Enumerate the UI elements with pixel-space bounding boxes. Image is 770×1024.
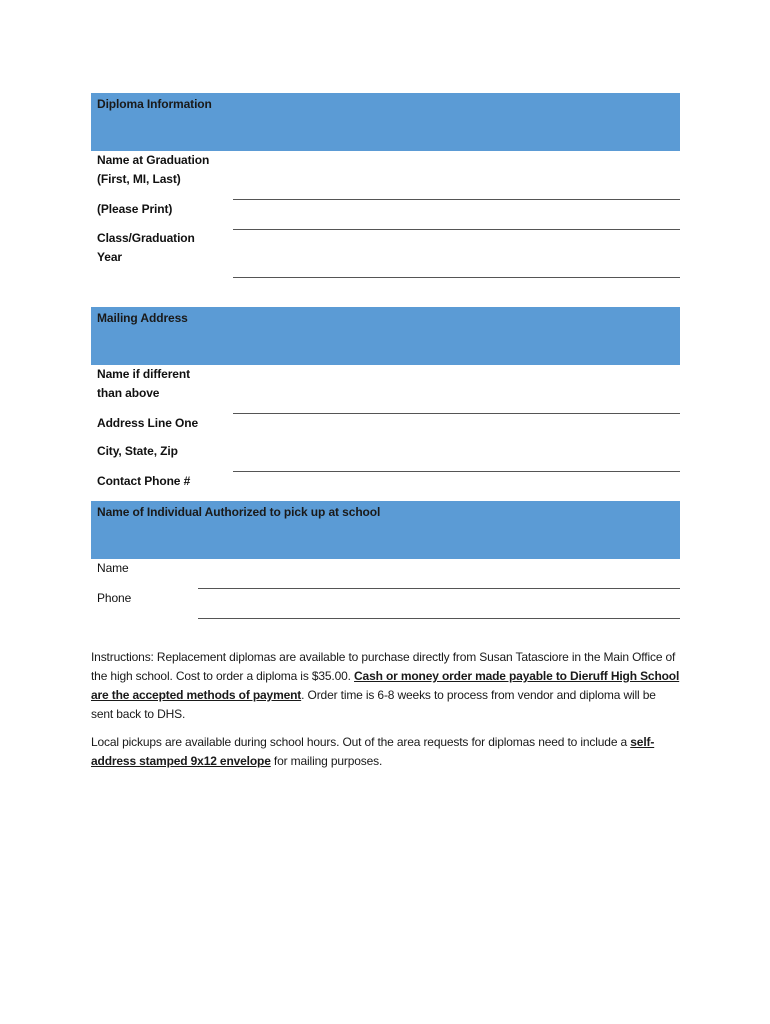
please-print-field[interactable] xyxy=(233,229,680,230)
pickup-name-field[interactable] xyxy=(198,588,680,589)
contact-phone-label: Contact Phone # xyxy=(97,474,191,488)
envelope-requirement-text: self-address stamped 9x12 envelope xyxy=(91,735,655,768)
class-year-label: Class/Graduation xyxy=(97,231,195,245)
pickup-phone-field[interactable] xyxy=(198,618,680,619)
class-year-label-2: Year xyxy=(97,250,122,264)
mailing-section-header: Mailing Address xyxy=(91,307,680,365)
please-print-label: (Please Print) xyxy=(97,202,173,216)
pickup-name-label: Name xyxy=(97,561,129,575)
graduation-name-format-label: (First, MI, Last) xyxy=(97,172,181,186)
pickup-section-header: Name of Individual Authorized to pick up at school xyxy=(91,501,680,559)
instructions-text-a: Instructions: Replacement diplomas are available to purchase directly from Susan Tatasciore in the Main Office of the high school. Cost to order a diploma is $35.00. xyxy=(91,650,676,683)
payment-methods-text: Cash or money order made payable to Dieruff High School are the accepted methods of payment xyxy=(91,669,680,702)
city-state-zip-label: City, State, Zip xyxy=(97,444,178,458)
instructions-paragraph xyxy=(91,648,681,724)
class-year-field[interactable] xyxy=(233,277,680,278)
graduation-name-label: Name at Graduation xyxy=(97,153,210,167)
graduation-name-field[interactable] xyxy=(233,199,680,200)
pickup-text-a: Local pickups are available during school hours. Out of the area requests for diplomas need to include a xyxy=(91,735,631,749)
diploma-section-header: Diploma Information xyxy=(91,93,680,151)
alt-name-label: Name if different xyxy=(97,367,190,381)
pickup-phone-label: Phone xyxy=(97,591,132,605)
alt-name-label-2: than above xyxy=(97,386,160,400)
instructions-text-b: . Order time is 6-8 weeks to process from vendor and diploma will be sent back to DHS. xyxy=(91,688,656,721)
city-state-zip-field[interactable] xyxy=(233,471,680,472)
pickup-text-b: for mailing purposes. xyxy=(270,754,383,768)
address-line-label: Address Line One xyxy=(97,416,199,430)
alt-name-field[interactable] xyxy=(233,413,680,414)
pickup-instructions-paragraph xyxy=(91,733,681,771)
